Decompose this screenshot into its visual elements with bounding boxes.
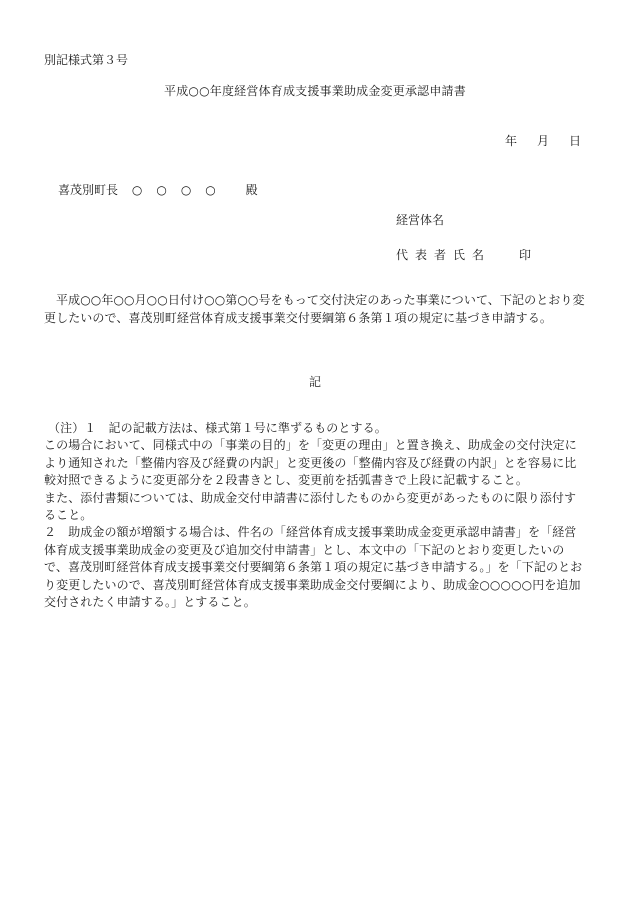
note-line: ２ 助成金の額が増額する場合は、件名の「経営体育成支援事業助成金変更承認申請書」を「経営体育成支援事業助成金の変更及び追加交付申請書」とし、本文中の「下記のとおり変更したいので、喜茂別町経営体育成支援事業交付要綱第６条第１項の規定に基づき申請する。」を「下記のとおり変更したいので、喜茂別町経営体育成支援事業助成金交付要綱により、助成金○○○○○円を追加交付されたく申請する。」とすること。 xyxy=(44,525,583,610)
date-month: 月 xyxy=(536,134,549,148)
placeholder-circle: ○ xyxy=(156,183,167,197)
date-year: 年 xyxy=(504,134,517,148)
addressee-honorific: 殿 xyxy=(245,183,258,197)
addressee-line xyxy=(58,181,258,198)
notes-section xyxy=(44,420,588,611)
document-title: 平成○○年度経営体育成支援事業助成金変更承認申請書 xyxy=(164,84,466,98)
seal-mark: 印 xyxy=(519,248,532,262)
placeholder-circle: ○ xyxy=(205,183,216,197)
addressee-placeholder xyxy=(132,183,216,197)
placeholder-circle: ○ xyxy=(180,183,192,197)
form-number: 別記様式第３号 xyxy=(44,53,129,67)
body-paragraph: 平成○○年○○月○○日付け○○第○○号をもって交付決定のあった事業について、下記のとおり変更したいので、喜茂別町経営体育成支援事業交付要綱第６条第１項の規定に基づき申請する。 xyxy=(44,293,585,325)
note-line: また、添付書類については、助成金交付申請書に添付したものから変更があったものに限り添付すること。 xyxy=(44,490,577,523)
applicant-rep-label: 代表者氏名 xyxy=(396,248,492,262)
applicant-org-label: 経営体名 xyxy=(396,213,445,227)
ki-heading: 記 xyxy=(308,375,321,389)
placeholder-circle: ○ xyxy=(131,183,143,197)
addressee-name: 喜茂別町長 xyxy=(58,183,119,197)
date-line xyxy=(505,132,581,149)
note-line: （注）１ 記の記載方法は、様式第１号に準ずるものとする。 xyxy=(48,421,387,435)
date-day: 日 xyxy=(568,134,581,148)
note-line: この場合において、同様式中の「事業の目的」を「変更の理由」と置き換え、助成金の交付決定により通知された「整備内容及び経費の内訳」と変更後の「整備内容及び経費の内訳」とを容易に比較対照できるように変更部分を２段書きとし、変更前を括弧書きで上段に記載すること。 xyxy=(44,438,577,488)
applicant-rep-line xyxy=(396,246,531,263)
